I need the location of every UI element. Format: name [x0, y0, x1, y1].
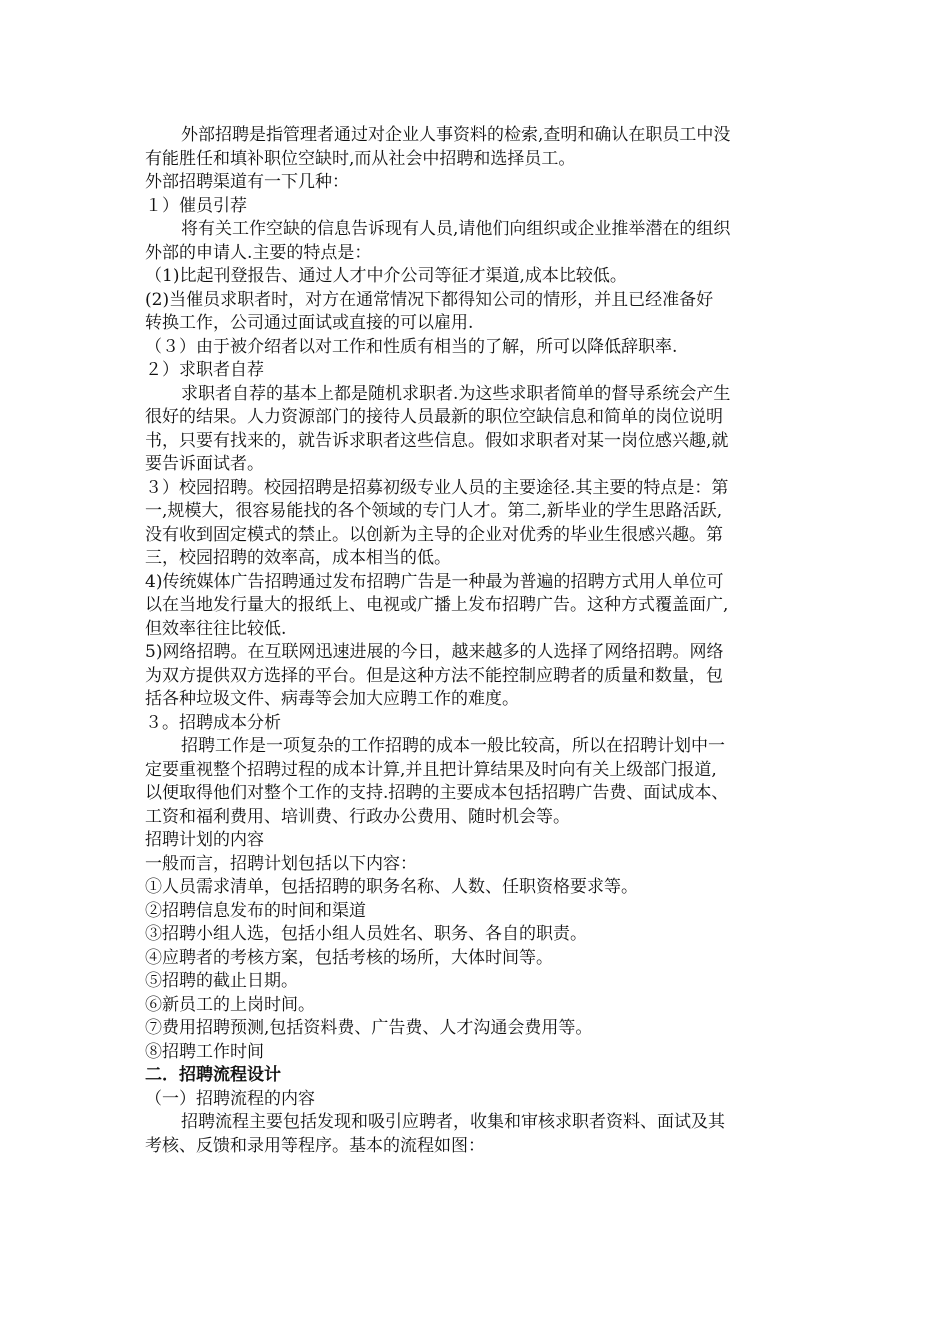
text-line: （３）由于被介绍者以对工作和性质有相当的了解，所可以降低辞职率.	[145, 336, 678, 357]
text-line: 外部的申请人.主要的特点是：	[145, 242, 372, 263]
text-line: （一）招聘流程的内容	[145, 1088, 315, 1109]
text-line: ⑤招聘的截止日期。	[145, 971, 298, 991]
text-line: ⑦费用招聘预测,包括资料费、广告费、人才沟通会费用等。	[145, 1018, 593, 1038]
text-line: 定要重视整个招聘过程的成本计算,并且把计算结果及时向有关上级部门报道,	[145, 759, 717, 780]
paragraph	[145, 477, 815, 571]
paragraph	[145, 712, 815, 736]
text-line: ②招聘信息发布的时间和渠道	[145, 900, 366, 921]
paragraph	[145, 923, 815, 947]
text-line: 要告诉面试者。	[145, 454, 264, 474]
paragraph	[145, 218, 815, 265]
paragraph	[145, 900, 815, 924]
text-line: ３。招聘成本分析	[145, 712, 281, 733]
text-line: 但效率往往比较低.	[145, 618, 287, 639]
text-line: 招聘计划的内容	[145, 830, 264, 850]
text-line: 考核、反馈和录用等程序。基本的流程如图：	[145, 1135, 485, 1156]
document-page	[145, 124, 815, 1158]
text-line: ③招聘小组人选，包括小组人员姓名、职务、各自的职责。	[145, 924, 587, 944]
text-line: 求职者自荐的基本上都是随机求职者.为这些求职者简单的督导系统会产生	[181, 383, 731, 404]
text-line: 一,规模大，很容易能找的各个领域的专门人才。第二,新毕业的学生思路活跃,	[145, 501, 723, 521]
text-line: 有能胜任和填补职位空缺时,而从社会中招聘和选择员工。	[145, 148, 576, 169]
text-line: 以便取得他们对整个工作的支持.招聘的主要成本包括招聘广告费、面试成本、	[145, 783, 729, 803]
paragraph	[145, 571, 815, 642]
paragraph	[145, 1088, 815, 1112]
text-line: 转换工作，公司通过面试或直接的可以雇用.	[145, 313, 474, 333]
text-line: 三，校园招聘的效率高，成本相当的低。	[145, 548, 451, 568]
paragraph	[145, 641, 815, 712]
paragraph	[145, 1017, 815, 1041]
paragraph	[145, 853, 815, 877]
paragraph	[145, 970, 815, 994]
section-heading	[145, 1064, 815, 1088]
paragraph	[145, 947, 815, 971]
text-line: 二．招聘流程设计	[145, 1065, 281, 1085]
text-line: ⑧招聘工作时间	[145, 1041, 264, 1062]
text-line: 括各种垃圾文件、病毒等会加大应聘工作的难度。	[145, 689, 519, 709]
paragraph	[145, 195, 815, 219]
text-line: 为双方提供双方选择的平台。但是这种方法不能控制应聘者的质量和数量，包	[145, 665, 723, 686]
paragraph	[145, 265, 815, 289]
text-line: （1)比起刊登报告、通过人才中介公司等征才渠道,成本比较低。	[145, 266, 627, 286]
paragraph	[145, 124, 815, 171]
text-line: ①人员需求清单，包括招聘的职务名称、人数、任职资格要求等。	[145, 877, 638, 897]
text-line: 一般而言，招聘计划包括以下内容：	[145, 853, 417, 874]
text-line: 书，只要有找来的，就告诉求职者这些信息。假如求职者对某一岗位感兴趣,就	[145, 430, 729, 451]
text-line: ３）校园招聘。校园招聘是招募初级专业人员的主要途径.其主要的特点是：第	[145, 477, 729, 498]
text-line: ２）求职者自荐	[145, 360, 264, 380]
text-line: 将有关工作空缺的信息告诉现有人员,请他们向组织或企业推举潜在的组织	[181, 219, 731, 239]
text-line: 外部招聘渠道有一下几种：	[145, 172, 349, 192]
text-line: 5)网络招聘。在互联网迅速进展的今日，越来越多的人选择了网络招聘。网络	[145, 642, 724, 662]
text-line: 4)传统媒体广告招聘通过发布招聘广告是一种最为普遍的招聘方式用人单位可	[145, 571, 724, 592]
paragraph	[145, 735, 815, 829]
text-line: 工资和福利费用、培训费、行政办公费用、随时机会等。	[145, 806, 570, 827]
paragraph	[145, 336, 815, 360]
paragraph	[145, 1041, 815, 1065]
text-line: 很好的结果。人力资源部门的接待人员最新的职位空缺信息和简单的岗位说明	[145, 407, 723, 427]
paragraph	[145, 829, 815, 853]
paragraph	[145, 994, 815, 1018]
paragraph	[145, 876, 815, 900]
paragraph	[145, 1111, 815, 1158]
text-line: ⑥新员工的上岗时间。	[145, 994, 315, 1015]
paragraph	[145, 383, 815, 477]
text-line: (2)当催员求职者时，对方在通常情况下都得知公司的情形，并且已经准备好	[145, 289, 714, 310]
paragraph	[145, 289, 815, 336]
paragraph	[145, 359, 815, 383]
text-line: 招聘工作是一项复杂的工作招聘的成本一般比较高，所以在招聘计划中一	[181, 736, 725, 756]
text-line: 外部招聘是指管理者通过对企业人事资料的检索,查明和确认在职员工中没	[181, 125, 731, 145]
text-line: 以在当地发行量大的报纸上、电视或广播上发布招聘广告。这种方式覆盖面广,	[145, 595, 729, 615]
text-line: １）催员引荐	[145, 195, 247, 216]
text-line: 招聘流程主要包括发现和吸引应聘者，收集和审核求职者资料、面试及其	[181, 1112, 725, 1132]
text-line: 没有收到固定模式的禁止。以创新为主导的企业对优秀的毕业生很感兴趣。第	[145, 524, 723, 545]
text-line: ④应聘者的考核方案，包括考核的场所，大体时间等。	[145, 947, 553, 968]
paragraph	[145, 171, 815, 195]
